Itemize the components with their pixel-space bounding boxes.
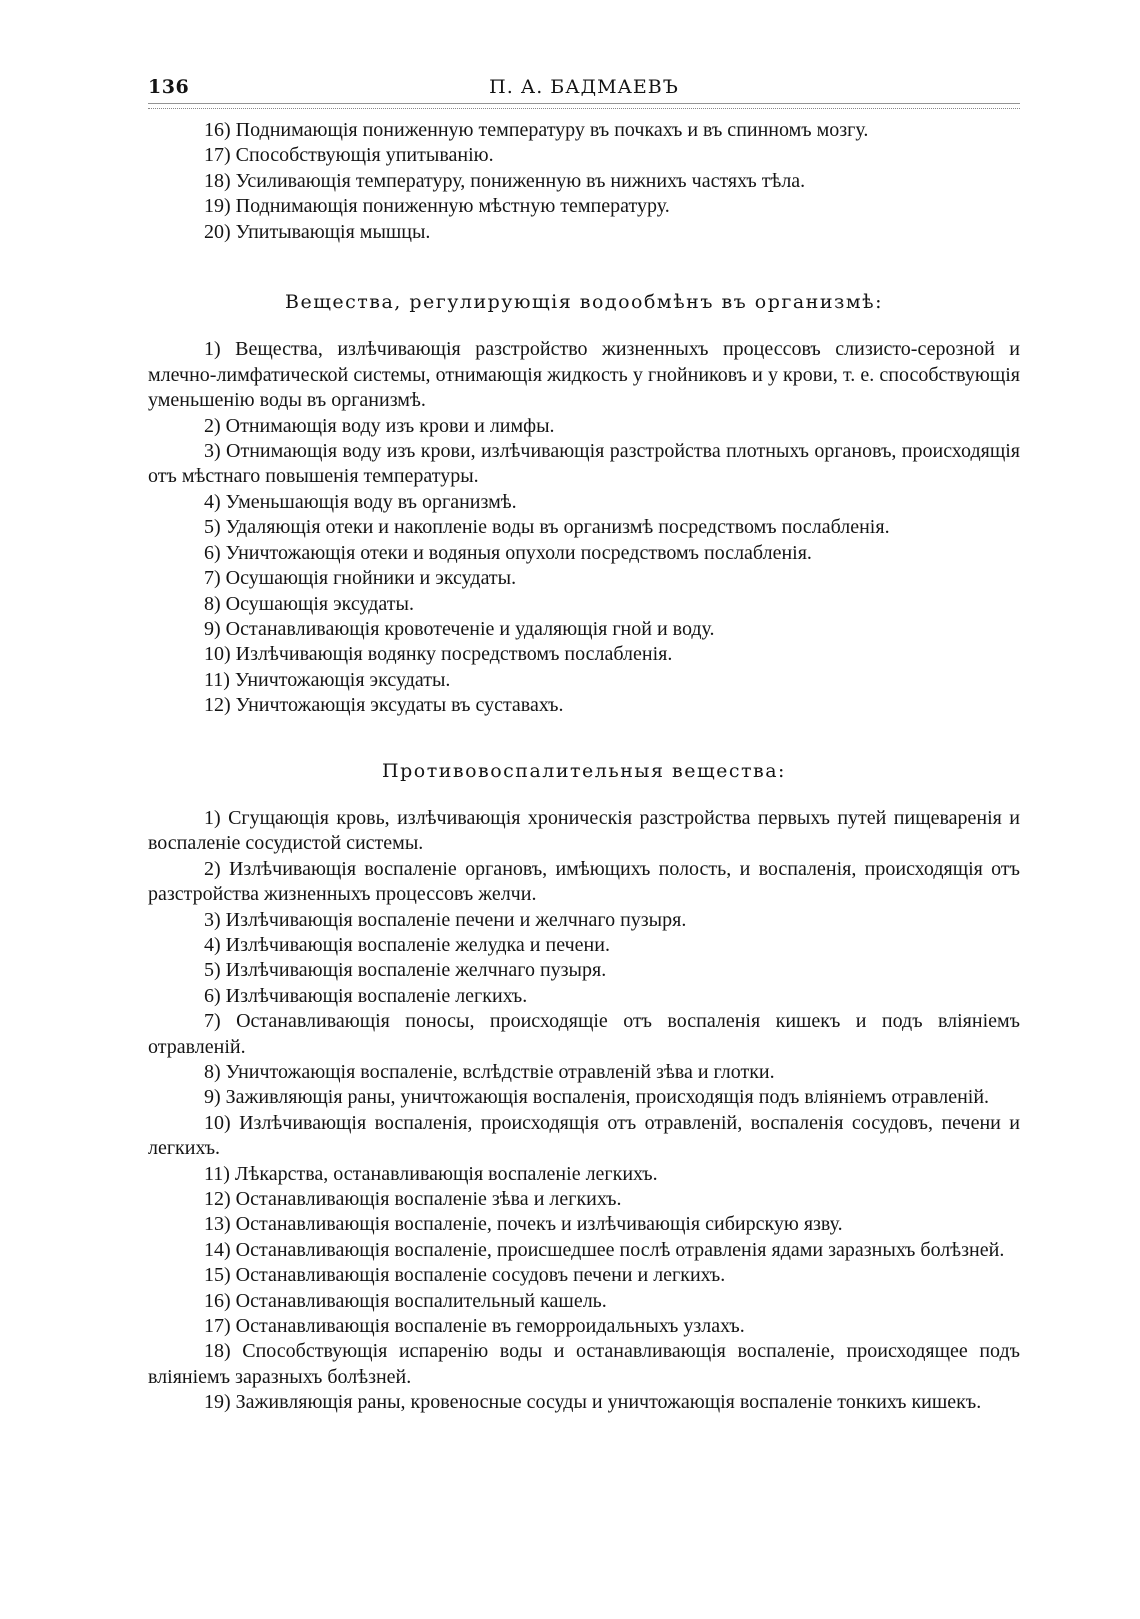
spacer [148, 784, 1020, 806]
water-list [148, 337, 1020, 718]
list-item: 20) Упитывающія мышцы. [204, 220, 431, 243]
list-item: 11) Уничтожающія эксудаты. [204, 668, 451, 691]
list-item: 19) Заживляющія раны, кровеносные сосуды и уничтожающія воспаленіе тонкихъ кишекъ. [204, 1391, 982, 1414]
list-item: 17) Способствующія упитыванію. [204, 144, 494, 167]
list-item: 18) Усиливающія температуру, пониженную въ нижнихъ частяхъ тѣла. [204, 169, 806, 192]
spacer [148, 719, 1020, 759]
list-item: 2) Излѣчивающія воспаленіе органовъ, имѣющихъ полость, и воспаленія, происходящія отъ разстройства жизненныхъ процессовъ желчи. [148, 857, 1020, 906]
running-title: П. А. БАДМАЕВЪ [489, 76, 679, 98]
list-item: 12) Уничтожающія эксудаты въ суставахъ. [204, 694, 564, 717]
list-item: 7) Останавливающія поносы, происходящіе отъ воспаленія кишекъ и подъ вліяніемъ отравленій. [148, 1010, 1020, 1058]
page-number: 136 [148, 76, 190, 98]
list-item: 9) Останавливающія кровотеченіе и удаляющія гной и воду. [204, 617, 715, 640]
list-item: 16) Поднимающія пониженную температуру въ почкахъ и въ спинномъ мозгу. [204, 119, 869, 141]
page-header [148, 76, 1020, 106]
list-item: 1) Вещества, излѣчивающія разстройство жизненныхъ процессовъ слизисто-серозной и млечно-лимфатической системы, отнимающія жидкость у гнойниковъ и у крови, т. е. способствующія уменьшенію воды въ организмѣ. [148, 338, 1020, 412]
list-item: 10) Излѣчивающія водянку посредствомъ послабленія. [204, 643, 673, 666]
continued-list [148, 118, 1020, 245]
spacer [148, 245, 1020, 290]
list-item: 16) Останавливающія воспалительный кашель. [204, 1289, 607, 1312]
section-title-antiinflammatory: Противовоспалительныя вещества: [382, 759, 786, 782]
list-item: 14) Останавливающія воспаленіе, происшедшее послѣ отравленія ядами заразныхъ болѣзней. [204, 1238, 1005, 1261]
list-item: 2) Отнимающія воду изъ крови и лимфы. [204, 414, 555, 437]
list-item: 1) Сгущающія кровь, излѣчивающія хроническія разстройства первыхъ путей пищеваренія и воспаленіе сосудистой системы. [148, 806, 1020, 855]
list-item: 19) Поднимающія пониженную мѣстную температуру. [204, 195, 670, 218]
list-item: 4) Уменьшающія воду въ организмѣ. [204, 490, 517, 513]
list-item: 10) Излѣчивающія воспаленія, происходящія отъ отравленій, воспаленія сосудовъ, печени и легкихъ. [148, 1111, 1020, 1160]
section-title-water: Вещества, регулирующія водообмѣнъ въ организмѣ: [284, 291, 883, 314]
list-item: 15) Останавливающія воспаленіе сосудовъ печени и легкихъ. [204, 1264, 726, 1287]
list-item: 9) Заживляющія раны, уничтожающія воспаленія, происходящія подъ вліяніемъ отравленій. [204, 1086, 990, 1109]
list-item: 3) Излѣчивающія воспаленіе печени и желчнаго пузыря. [204, 908, 687, 931]
list-item: 11) Лѣкарства, останавливающія воспаленіе легкихъ. [204, 1162, 658, 1185]
antiinflammatory-list [148, 806, 1020, 1416]
list-item: 5) Излѣчивающія воспаленіе желчнаго пузыря. [204, 959, 607, 982]
list-item: 8) Уничтожающія воспаленіе, вслѣдствіе отравленій зѣва и глотки. [204, 1061, 775, 1083]
list-item: 3) Отнимающія воду изъ крови, излѣчивающія разстройства плотныхъ органовъ, происходящія отъ мѣстнаго повышенія температуры. [148, 440, 1020, 488]
list-item: 7) Осушающія гнойники и эксудаты. [204, 567, 517, 590]
list-item: 8) Осушающія эксудаты. [204, 592, 414, 615]
header-rule [148, 103, 1020, 109]
list-item: 5) Удаляющія отеки и накопленіе воды въ организмѣ посредствомъ послабленія. [204, 516, 890, 539]
list-item: 12) Останавливающія воспаленіе зѣва и легкихъ. [204, 1188, 622, 1211]
list-item: 6) Излѣчивающія воспаленіе легкихъ. [204, 984, 528, 1007]
page-body [148, 118, 1020, 1416]
spacer [148, 315, 1020, 337]
list-item: 4) Излѣчивающія воспаленіе желудка и печени. [204, 933, 610, 956]
list-item: 6) Уничтожающія отеки и водяныя опухоли посредствомъ послабленія. [204, 541, 812, 564]
list-item: 17) Останавливающія воспаленіе въ геморроидальныхъ узлахъ. [204, 1315, 745, 1338]
list-item: 18) Способствующія испаренію воды и останавливающія воспаленіе, происходящее подъ вліяніемъ заразныхъ болѣзней. [148, 1340, 1020, 1388]
list-item: 13) Останавливающія воспаленіе, почекъ и излѣчивающія сибирскую язву. [204, 1213, 843, 1236]
